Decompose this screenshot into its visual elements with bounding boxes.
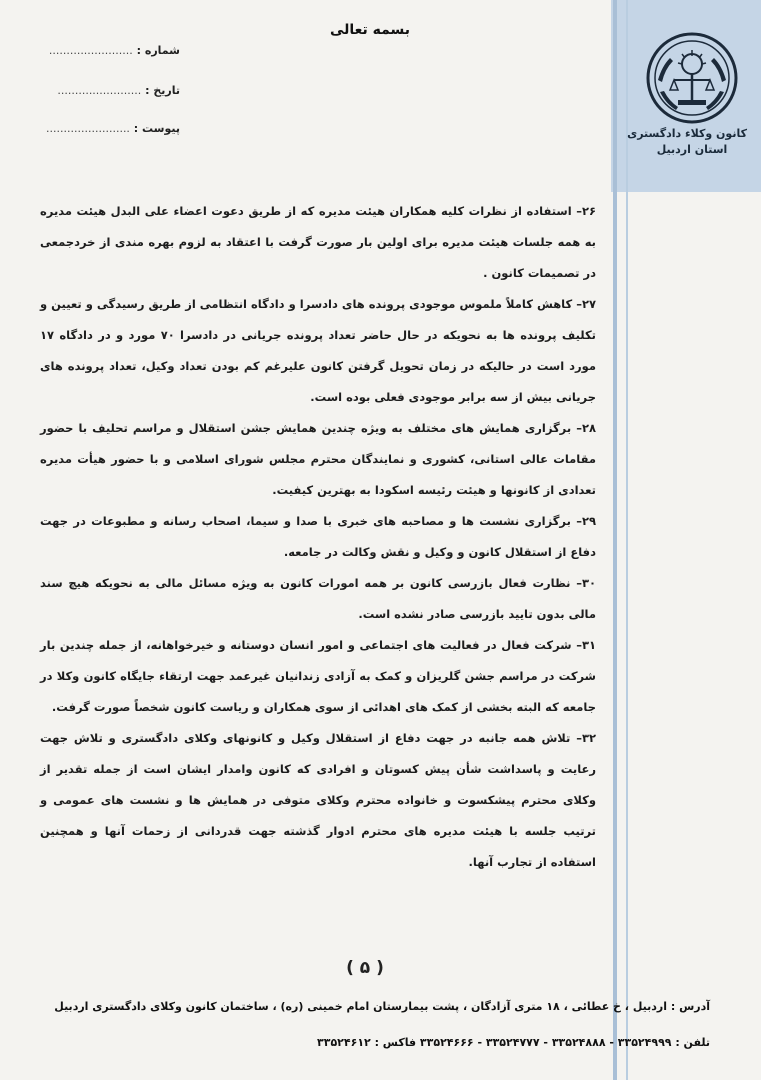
basmala-heading: بسمه تعالی xyxy=(329,22,411,38)
letterhead-rule xyxy=(613,0,617,1080)
paragraph-28: ۲۸– برگزاری همایش های مختلف به ویژه چندین همایش جشن استقلال و مراسم تحلیف با حضور مقامات عالی استانی، کشوری و نمایندگان محترم مجلس شورای اسلامی و با حضور هیأت مدیره تعدادی از کانونها و هیئت رئیسه اسکودا به بهترین کیفیت. xyxy=(40,421,596,497)
page-number: ( ۵ ) xyxy=(346,958,384,978)
date-label: تاریخ : xyxy=(145,84,180,97)
letterhead-rule-thin xyxy=(626,0,628,1080)
footer-phones: تلفن : ۳۳۵۲۴۹۹۹ - ۳۳۵۲۴۸۸۸ - ۳۳۵۲۴۷۷۷ - ۳۳۵۲۴۶۶۶ فاکس : ۳۳۵۲۴۶۱۲ xyxy=(317,1036,710,1049)
number-field xyxy=(40,44,180,57)
logo-title-line1: کانون وکلاء دادگستری xyxy=(627,127,747,140)
date-dots: ........................ xyxy=(57,84,142,97)
logo-title-line2: استان اردبیل xyxy=(656,143,728,156)
bar-association-logo xyxy=(627,30,747,158)
document-body xyxy=(40,196,596,878)
scales-of-justice-emblem-icon xyxy=(644,30,740,126)
attachment-label: پیوست : xyxy=(133,122,180,135)
paragraph-32: ۳۲– تلاش همه جانبه در جهت دفاع از استقلال وکیل و کانونهای وکلای دادگستری و تلاش جهت رعایت و پاسداشت شأن پیش کسوتان و افرادی که کانون وامدار ایشان است از جمله تقدیر از وکلای محترم پیشکسوت و خانواده محترم وکلای متوفی در همایش ها و نشست های عمومی و ترتیب جلسه با هیئت مدیره های محترم ادوار گذشته جهت قدردانی از زحمات آنها و همچنین استفاده از تجارب آنها. xyxy=(40,731,596,869)
date-field xyxy=(40,84,180,97)
paragraph-30: ۳۰– نظارت فعال بازرسی کانون بر همه امورات کانون به ویژه مسائل مالی به نحویکه هیچ سند مالی بدون تایید بازرسی صادر نشده است. xyxy=(40,576,596,621)
number-dots: ........................ xyxy=(48,44,133,57)
paragraph-27: ۲۷– کاهش کاملاً ملموس موجودی پرونده های دادسرا و دادگاه انتظامی از طریق رسیدگی و تعیین و تکلیف پرونده ها به نحویکه در حال حاضر تعداد پرونده جریانی در دادسرا ۷۰ مورد و در دادگاه ۱۷ مورد است در حالیکه در زمان تحویل گرفتن کانون علیرغم کم بودن تعداد وکیل، تعداد پرونده های جریانی بیش از سه برابر موجودی فعلی بوده است. xyxy=(40,297,596,404)
number-label: شماره : xyxy=(136,44,180,57)
paragraph-29: ۲۹– برگزاری نشست ها و مصاحبه های خبری با صدا و سیما، اصحاب رسانه و مطبوعات در جهت دفاع از استقلال کانون و وکیل و نقش وکالت در جامعه. xyxy=(40,514,596,559)
paragraph-26: ۲۶– استفاده از نظرات کلیه همکاران هیئت مدیره که از طریق دعوت اعضاء علی البدل هیئت مدیره به همه جلسات هیئت مدیره برای اولین بار صورت گرفت با اعتقاد به لزوم بهره مندی از خردجمعی در تصمیمات کانون . xyxy=(40,204,596,280)
attachment-field xyxy=(40,122,180,135)
footer-address: آدرس : اردبیل ، خ عطائی ، ۱۸ متری آزادگان ، پشت بیمارستان امام خمینی (ره) ، ساختمان کانون وکلای دادگستری اردبیل xyxy=(54,1000,710,1013)
paragraph-31: ۳۱– شرکت فعال در فعالیت های اجتماعی و امور انسان دوستانه و خیرخواهانه، از جمله چندین بار شرکت در مراسم جشن گلریزان و کمک به آزادی زندانیان غیرعمد جهت ارتقاء جایگاه کانون وکلا در جامعه که البته بخشی از کمک های اهدائی از سوی همکاران و ریاست کانون شخصاً صورت گرفت. xyxy=(40,638,596,714)
attachment-dots: ........................ xyxy=(46,122,130,135)
